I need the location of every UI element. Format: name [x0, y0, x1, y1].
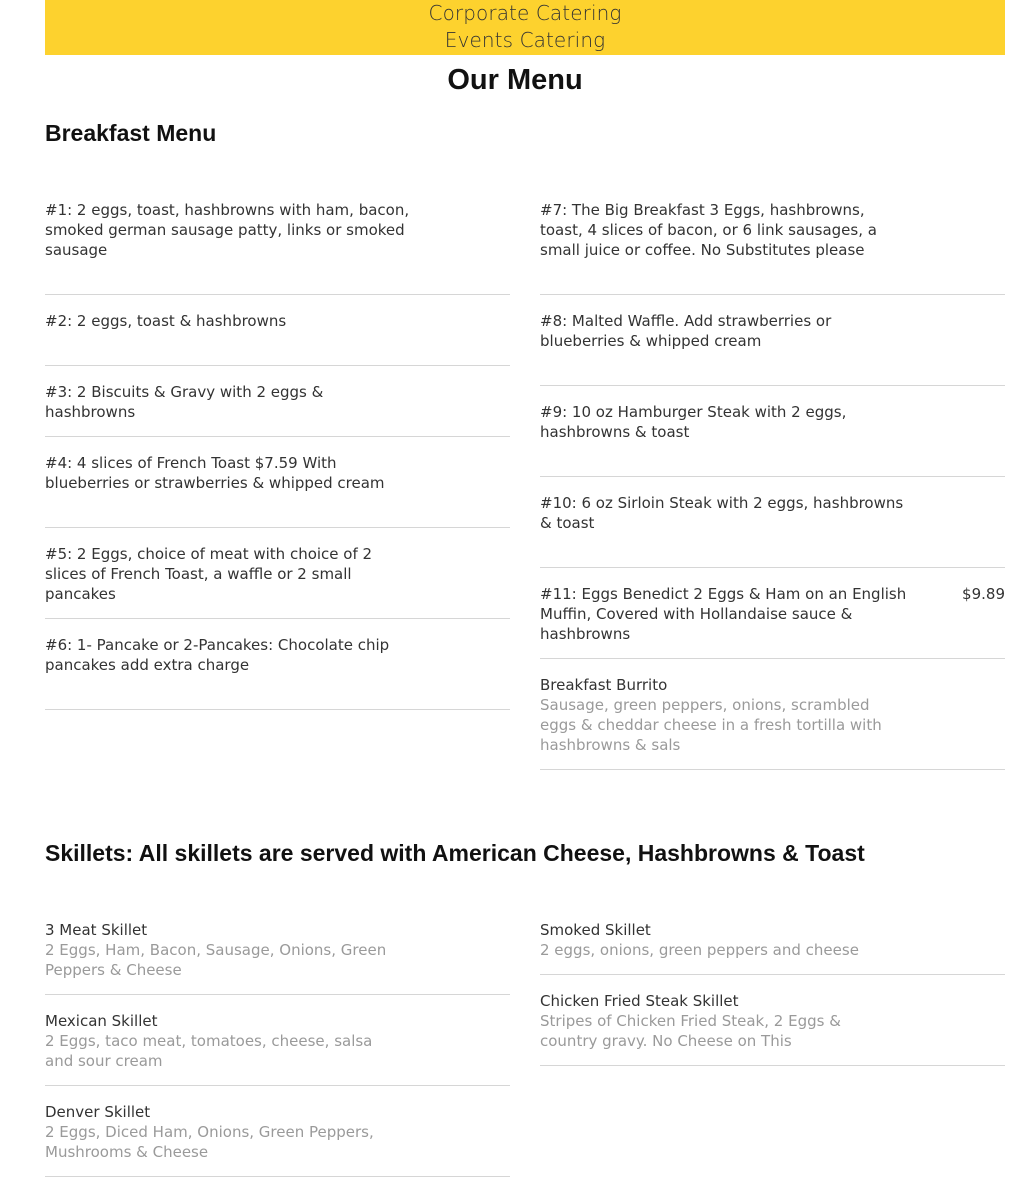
menu-item — [45, 528, 510, 619]
menu-item-name: #3: 2 Biscuits & Gravy with 2 eggs & hashbrowns — [45, 383, 324, 421]
menu-item — [45, 1086, 510, 1177]
nav-link-events-catering[interactable]: Events Catering — [444, 28, 606, 52]
page-title: Our Menu — [447, 64, 583, 96]
menu-item-name: #2: 2 eggs, toast & hashbrowns — [45, 312, 287, 330]
menu-item-name: #10: 6 oz Sirloin Steak with 2 eggs, hashbrowns & toast — [540, 494, 904, 532]
skillets-section-title: Skillets: All skillets are served with American Cheese, Hashbrowns & Toast — [45, 840, 865, 866]
menu-item — [540, 200, 1005, 295]
menu-item — [45, 200, 510, 295]
menu-item-name: #1: 2 eggs, toast, hashbrowns with ham, bacon, smoked german sausage patty, links or smoked sausage — [45, 201, 410, 259]
menu-item — [45, 995, 510, 1086]
menu-item-name: #5: 2 Eggs, choice of meat with choice of 2 slices of French Toast, a waffle or 2 small pancakes — [45, 545, 373, 603]
menu-item-name: #4: 4 slices of French Toast $7.59 With blueberries or strawberries & whipped cream — [45, 454, 385, 492]
menu-item — [540, 568, 1005, 659]
menu-item — [45, 619, 510, 710]
breakfast-right-column — [540, 200, 1005, 770]
menu-item — [45, 295, 510, 366]
catering-nav — [45, 0, 1005, 55]
menu-item — [540, 920, 1005, 975]
menu-item — [540, 477, 1005, 568]
menu-item-name: Mexican Skillet — [45, 1012, 158, 1030]
menu-item-description: 2 eggs, onions, green peppers and cheese — [540, 941, 859, 959]
menu-item-name: Denver Skillet — [45, 1103, 151, 1121]
menu-item — [45, 920, 510, 995]
menu-item — [540, 295, 1005, 386]
menu-item — [45, 437, 510, 528]
menu-item — [540, 386, 1005, 477]
menu-item — [540, 659, 1005, 770]
skillets-left-column — [45, 920, 510, 1177]
menu-item-description: 2 Eggs, Diced Ham, Onions, Green Peppers, Mushrooms & Cheese — [45, 1123, 374, 1161]
menu-item-name: 3 Meat Skillet — [45, 921, 148, 939]
menu-item-description: 2 Eggs, taco meat, tomatoes, cheese, salsa and sour cream — [45, 1032, 373, 1070]
breakfast-left-column — [45, 200, 510, 710]
menu-item-name: Smoked Skillet — [540, 921, 651, 939]
breakfast-section-title: Breakfast Menu — [45, 120, 217, 146]
menu-item-name: #8: Malted Waffle. Add strawberries or blueberries & whipped cream — [540, 312, 832, 350]
menu-item-name: #7: The Big Breakfast 3 Eggs, hashbrowns, toast, 4 slices of bacon, or 6 link sausages, a small juice or coffee. No Substitutes please — [540, 201, 877, 259]
nav-link-corporate-catering[interactable]: Corporate Catering — [428, 1, 622, 25]
menu-item-name: #6: 1- Pancake or 2-Pancakes: Chocolate chip pancakes add extra charge — [45, 636, 390, 674]
menu-item — [540, 975, 1005, 1066]
menu-item-name: Breakfast Burrito — [540, 676, 668, 694]
menu-item-name: Chicken Fried Steak Skillet — [540, 992, 739, 1010]
menu-item-description: Sausage, green peppers, onions, scrambled eggs & cheddar cheese in a fresh tortilla with hashbrowns & sals — [540, 696, 882, 754]
menu-item-description: Stripes of Chicken Fried Steak, 2 Eggs & country gravy. No Cheese on This — [540, 1012, 841, 1050]
menu-item-name: #11: Eggs Benedict 2 Eggs & Ham on an English Muffin, Covered with Hollandaise sauce & hashbrowns — [540, 585, 907, 643]
skillets-right-column — [540, 920, 1005, 1066]
menu-item-price: $9.89 — [962, 585, 1005, 603]
menu-item-name: #9: 10 oz Hamburger Steak with 2 eggs, hashbrowns & toast — [540, 403, 847, 441]
menu-item — [45, 366, 510, 437]
menu-item-description: 2 Eggs, Ham, Bacon, Sausage, Onions, Green Peppers & Cheese — [45, 941, 387, 979]
